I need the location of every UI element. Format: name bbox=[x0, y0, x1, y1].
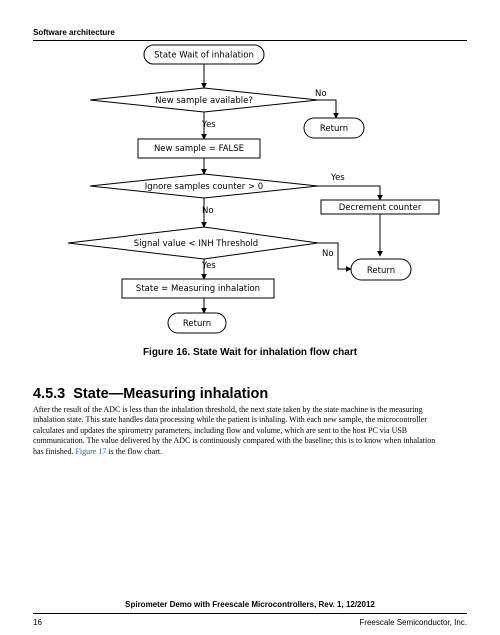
decision3-label: Signal value < INH Threshold bbox=[133, 239, 259, 249]
branch-no-label: No bbox=[315, 89, 327, 99]
page-number: 16 bbox=[33, 618, 42, 627]
body-line: After the result of the ADC is less than the inhalation threshold, the next state taken by the state machine is the measuring bbox=[33, 405, 423, 414]
branch-yes-label: Yes bbox=[202, 261, 216, 271]
footer-doc-title: Spirometer Demo with Freescale Microcontrollers, Rev. 1, 12/2012 bbox=[125, 600, 375, 609]
body-line: is the flow chart. bbox=[106, 446, 163, 456]
body-line: communication. The value delivered by the ADC is continuously compared with the baseline; this is to know when inhalation bbox=[33, 436, 436, 446]
return-label: Return bbox=[319, 124, 349, 134]
footer-company: Freescale Semiconductor, Inc. bbox=[359, 618, 467, 627]
section-number: 4.5.3 bbox=[33, 386, 66, 402]
figure-17-link[interactable]: Figure 17 bbox=[75, 446, 107, 456]
decision1-label: New sample available? bbox=[155, 96, 253, 106]
return-label: Return bbox=[366, 266, 396, 276]
section-body bbox=[33, 405, 467, 457]
body-line: calculates and updates the spirometry parameters, including flow and volume, which are sent to the host PC via USB bbox=[33, 425, 408, 435]
connector bbox=[318, 186, 380, 200]
running-header: Software architecture bbox=[33, 28, 115, 37]
process1-label: New sample = FALSE bbox=[153, 144, 245, 154]
decrement-label: Decrement counter bbox=[338, 203, 422, 213]
process2-label: State = Measuring inhalation bbox=[135, 284, 261, 294]
decision2-label: Ignore samples counter > 0 bbox=[144, 182, 264, 192]
figure-caption: Figure 16. State Wait for inhalation flow chart bbox=[142, 347, 358, 358]
branch-no-label: No bbox=[202, 206, 214, 216]
body-line: has finished. bbox=[33, 446, 76, 456]
section-title: State—Measuring inhalation bbox=[73, 386, 269, 402]
start-label: State Wait of inhalation bbox=[154, 50, 254, 61]
branch-yes-label: Yes bbox=[331, 173, 345, 183]
body-line: inhalation state. This state handles data processing while the patient is inhaling. With each new sample, the microcontroller bbox=[33, 415, 427, 425]
section-heading bbox=[33, 386, 268, 402]
footer-rule bbox=[33, 613, 467, 614]
return-label: Return bbox=[182, 319, 212, 329]
branch-no-label: No bbox=[322, 249, 334, 259]
branch-yes-label: Yes bbox=[202, 120, 216, 130]
connector bbox=[318, 100, 336, 118]
